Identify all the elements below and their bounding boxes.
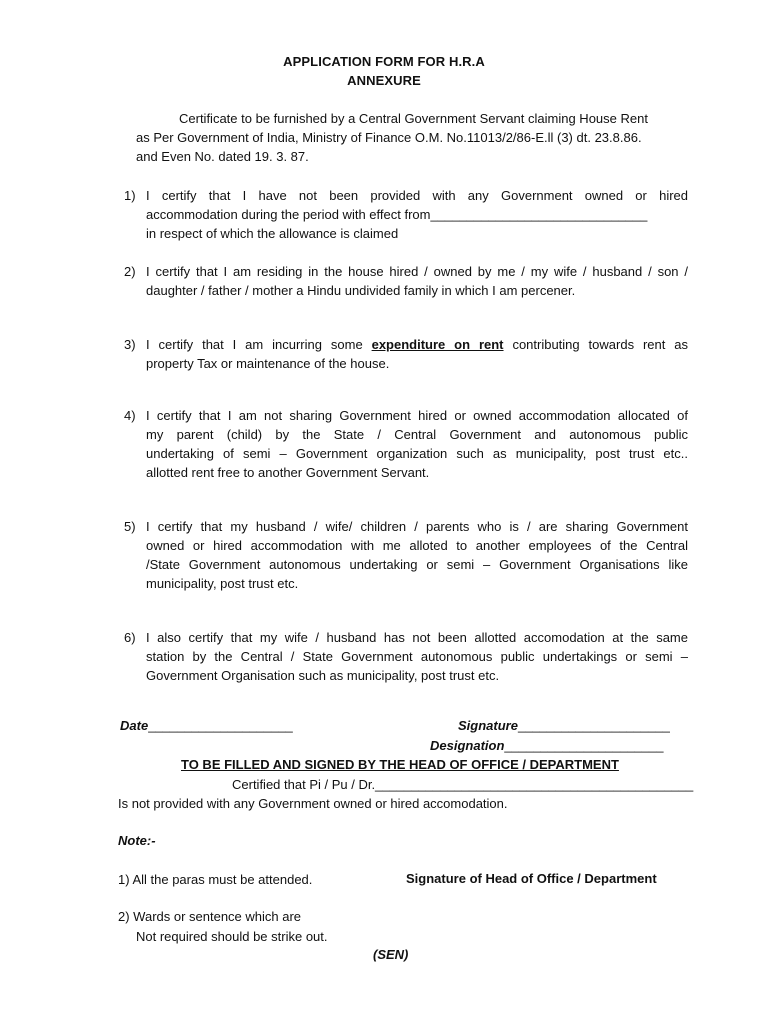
item-line (146, 335, 688, 354)
item-text-pre: I certify that I am incurring some (146, 337, 363, 352)
item-line: in respect of which the allowance is claimed (146, 226, 399, 241)
certification-item-6 (124, 628, 690, 685)
designation-blank: ______________________ (504, 738, 664, 753)
expenditure-on-rent-emphasis: expenditure on rent (371, 337, 504, 352)
sen-label: (SEN) (373, 947, 409, 962)
head-of-office-heading: TO BE FILLED AND SIGNED BY THE HEAD OF OFFICE / DEPARTMENT (181, 757, 619, 772)
note-item-2-line-2: Not required should be strike out. (136, 929, 328, 944)
item-number: 3) (124, 337, 136, 352)
item-number: 1) (124, 188, 136, 203)
item-line: municipality, post trust etc. (146, 576, 299, 591)
item-text-post: contributing towards rent as (512, 337, 688, 352)
date-field[interactable] (120, 718, 293, 733)
intro-line-1: Certificate to be furnished by a Central Government Servant claiming House Rent (179, 111, 648, 126)
item-line: I certify that my husband / wife/ children / parents who is / are sharing Government (146, 519, 688, 534)
signature-field[interactable] (458, 718, 670, 733)
item-line: my parent (child) by the State / Central Government and autonomous public (146, 427, 688, 442)
certification-item-1 (124, 186, 690, 243)
certification-item-5 (124, 517, 690, 593)
item-line: accommodation during the period with effect from______________________________ (146, 207, 648, 222)
item-line: I certify that I am residing in the house hired / owned by me / my wife / husband / son / (146, 264, 688, 279)
certification-item-3 (124, 335, 690, 373)
intro-line-2: as Per Government of India, Ministry of Finance O.M. No.11013/2/86-E.ll (3) dt. 23.8.86. (136, 130, 642, 145)
note-label: Note:- (118, 833, 156, 848)
form-subtitle: ANNEXURE (347, 73, 421, 88)
item-line: I certify that I have not been provided with any Government owned or hired (146, 188, 688, 203)
item-line: station by the Central / State Government autonomous public undertakings or semi – (146, 649, 688, 664)
item-line: I certify that I am not sharing Government hired or owned accommodation allocated of (146, 408, 688, 423)
item-line: owned or hired accommodation with me alloted to another employees of the Central (146, 538, 688, 553)
certification-item-2 (124, 262, 690, 300)
date-blank: ____________________ (148, 718, 293, 733)
item-line: /State Government autonomous undertaking or semi – Government Organisations like (146, 557, 688, 572)
head-signature-label: Signature of Head of Office / Department (406, 871, 657, 886)
item-line: allotted rent free to another Government Servant. (146, 465, 430, 480)
item-line: daughter / father / mother a Hindu undivided family in which I am percener. (146, 283, 576, 298)
item-line: Government Organisation such as municipality, post trust etc. (146, 668, 500, 683)
item-number: 2) (124, 264, 136, 279)
item-line: undertaking of semi – Government organization such as municipality, post trust etc.. (146, 446, 688, 461)
designation-field[interactable] (430, 738, 663, 753)
designation-label: Designation (430, 738, 505, 753)
signature-blank: _____________________ (517, 718, 670, 733)
item-line: I also certify that my wife / husband has not been allotted accomodation at the same (146, 630, 688, 645)
note-item-1: 1) All the paras must be attended. (118, 872, 313, 887)
date-label: Date (120, 718, 149, 733)
certified-that-line[interactable]: Certified that Pi / Pu / Dr.____________________________________________ (232, 777, 694, 792)
form-title: APPLICATION FORM FOR H.R.A (283, 54, 485, 69)
note-item-2-line-1: 2) Wards or sentence which are (118, 909, 302, 924)
not-provided-line: Is not provided with any Government owned or hired accomodation. (118, 796, 508, 811)
signature-label: Signature (458, 718, 518, 733)
certification-item-4 (124, 406, 690, 482)
item-line: property Tax or maintenance of the house. (146, 356, 390, 371)
item-number: 6) (124, 630, 136, 645)
intro-line-3: and Even No. dated 19. 3. 87. (136, 149, 309, 164)
item-number: 4) (124, 408, 136, 423)
item-number: 5) (124, 519, 136, 534)
